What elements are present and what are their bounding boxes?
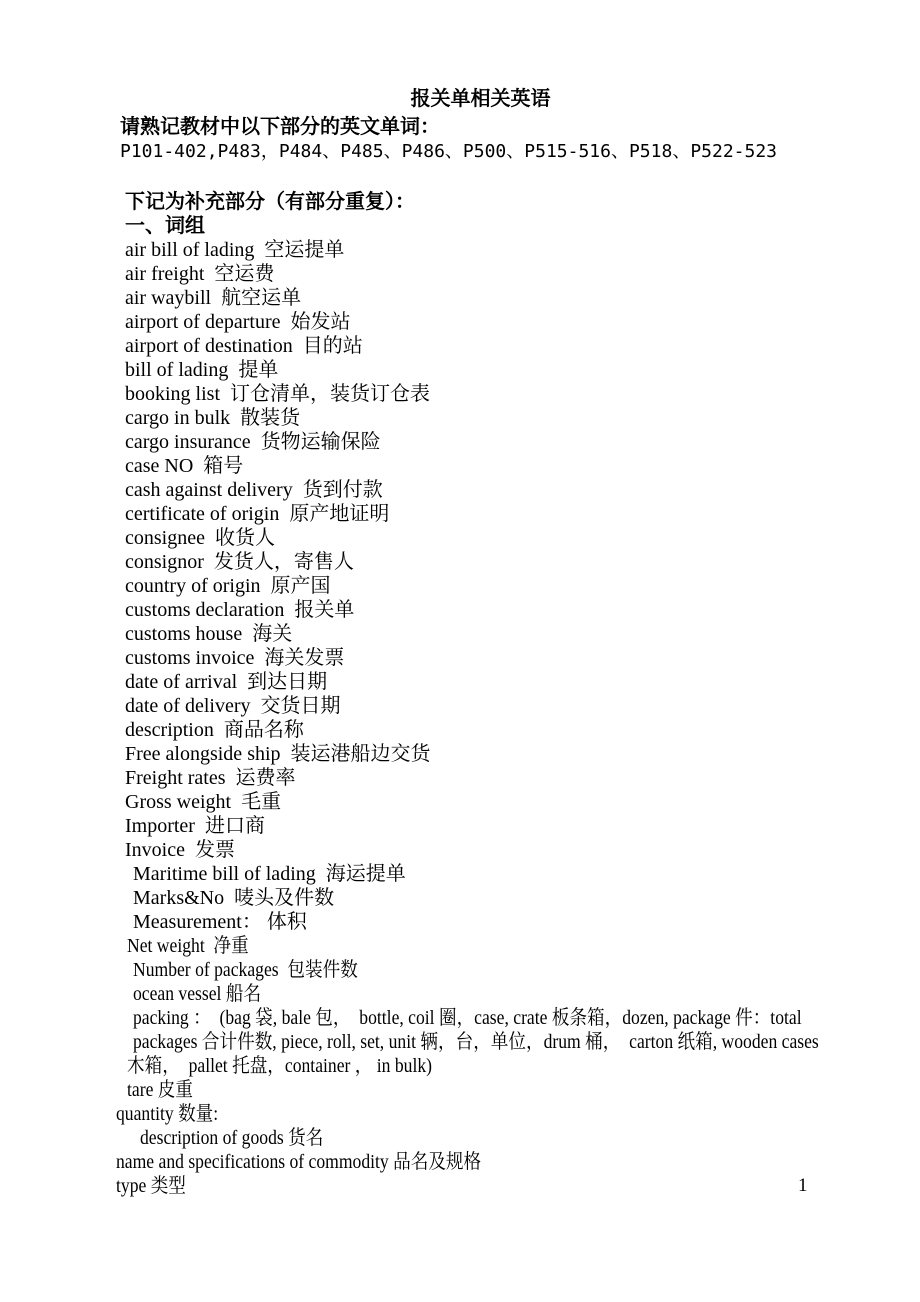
term-line: Measurement： 体积 [133, 911, 307, 933]
term-line: case NO 箱号 [125, 455, 244, 477]
blank-line [116, 164, 845, 190]
term-line: cargo insurance 货物运输保险 [125, 431, 381, 453]
page-references: P101-402,P483，P484、P485、P486、P500、P515-516、P518、P522-523 [120, 141, 778, 162]
term-line: packages 合计件数, piece, roll, set, unit 辆，台，单位，drum 桶， carton 纸箱, wooden cases [133, 1031, 819, 1053]
section-heading: 一、词组 [125, 215, 205, 237]
term-line: cash against delivery 货到付款 [125, 479, 383, 501]
term-line: tare 皮重 [127, 1079, 193, 1101]
page-number: 1 [798, 1175, 808, 1196]
term-line: bill of lading 提单 [125, 359, 279, 381]
term-line: description of goods 货名 [140, 1127, 324, 1149]
term-line: quantity 数量: [116, 1103, 219, 1125]
term-list [116, 238, 845, 1198]
term-line: name and specifications of commodity 品名及规格 [116, 1151, 482, 1173]
page-title: 报关单相关英语 [410, 88, 551, 110]
term-line: Gross weight 毛重 [125, 791, 282, 813]
term-line: Maritime bill of lading 海运提单 [133, 863, 406, 885]
term-line: Free alongside ship 装运港船边交货 [125, 743, 431, 765]
term-line: type 类型 [116, 1175, 186, 1197]
term-line: customs invoice 海关发票 [125, 647, 345, 669]
term-line: cargo in bulk 散装货 [125, 407, 301, 429]
term-line: Number of packages 包装件数 [133, 959, 358, 981]
term-line: consignee 收货人 [125, 527, 275, 549]
term-line: customs house 海关 [125, 623, 293, 645]
term-line: Freight rates 运费率 [125, 767, 296, 789]
term-line: packing ： (bag 袋, bale 包， bottle, coil 圈，case, crate 板条箱，dozen, package 件：total [133, 1007, 802, 1029]
term-line: airport of destination 目的站 [125, 335, 363, 357]
term-line: description 商品名称 [125, 719, 304, 741]
intro-note: 请熟记教材中以下部分的英文单词： [120, 116, 440, 138]
term-line: consignor 发货人，寄售人 [125, 551, 354, 573]
term-line: Importer 进口商 [125, 815, 265, 837]
term-line: 木箱， pallet 托盘，container ， in bulk) [127, 1055, 433, 1077]
term-line: airport of departure 始发站 [125, 311, 351, 333]
term-line: booking list 订仓清单，装货订仓表 [125, 383, 431, 405]
term-line: certificate of origin 原产地证明 [125, 503, 390, 525]
term-line: Invoice 发票 [125, 839, 235, 861]
term-line: Net weight 净重 [127, 935, 249, 957]
term-line: date of arrival 到达日期 [125, 671, 328, 693]
term-line: air waybill 航空运单 [125, 287, 302, 309]
term-line: Marks&No 唛头及件数 [133, 887, 335, 909]
section-note: 下记为补充部分（有部分重复）： [125, 191, 415, 213]
term-line: country of origin 原产国 [125, 575, 331, 597]
term-line: air freight 空运费 [125, 263, 275, 285]
term-line: date of delivery 交货日期 [125, 695, 341, 717]
term-line: ocean vessel 船名 [133, 983, 262, 1005]
term-line: air bill of lading 空运提单 [125, 239, 345, 261]
term-line: customs declaration 报关单 [125, 599, 355, 621]
